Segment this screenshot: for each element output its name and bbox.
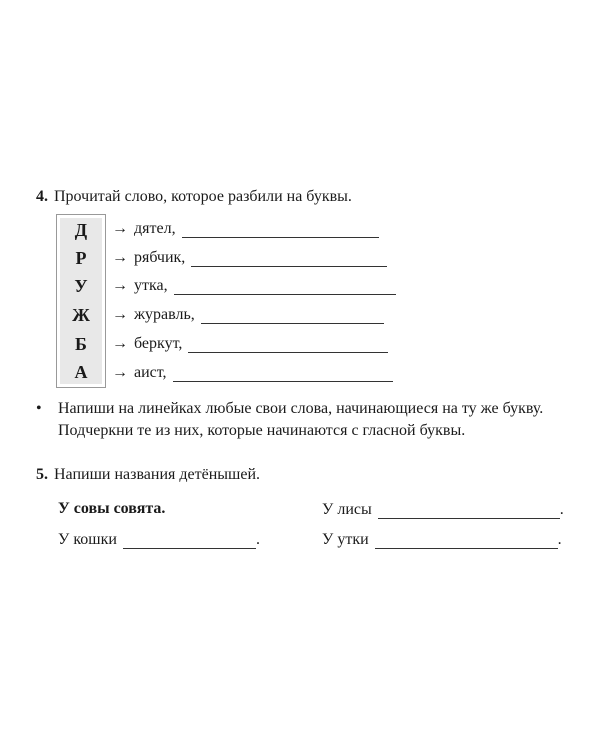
word-row [112,277,396,295]
prompt-duck: У утки [322,531,369,548]
prompt-fox: У лисы [322,501,372,518]
answer-line-cat[interactable] [123,534,256,549]
example-answer [58,500,165,518]
task-4-title: Прочитай слово, которое разбили на буквы. [54,188,352,205]
answer-line[interactable] [188,338,388,353]
word-row [112,306,384,324]
word-row [112,364,393,382]
period: . [557,531,562,548]
word-label: беркут, [134,335,183,352]
arrow-icon: → [112,277,128,294]
period: . [559,501,564,518]
bullet-icon: • [36,400,42,417]
word-label: дятел, [134,220,176,237]
letter-r: Р [75,248,87,268]
letter-d: Д [74,220,88,240]
answer-line-duck[interactable] [375,534,558,549]
letter-u: У [74,276,88,296]
word-row [112,335,388,353]
letter-column-fill [60,218,102,384]
word-row [112,220,379,238]
task-4-instruction [36,398,588,442]
answer-line[interactable] [201,309,384,324]
answer-cat [58,531,260,549]
answer-line[interactable] [182,223,379,238]
task-4-heading [36,188,352,206]
task-4-number: 4. [36,188,48,205]
task-5-heading [36,466,260,484]
letter-a: А [74,362,88,382]
answer-duck [322,531,562,549]
word-label: аист, [134,364,167,381]
answer-line-fox[interactable] [378,504,560,519]
word-label: журавль, [134,306,195,323]
word-row [112,249,387,267]
prompt-cat: У кошки [58,531,117,548]
letter-b: Б [75,334,87,354]
arrow-icon: → [112,306,128,323]
instruction-text: Напиши на линейках любые свои слова, начинающиеся на ту же букву. Подчеркни те из них, которые начинаются с гласной буквы. [58,400,544,439]
letter-zh: Ж [72,305,90,325]
answer-line[interactable] [191,252,387,267]
answer-line[interactable] [173,367,393,382]
task-5-title: Напиши названия детёнышей. [54,466,260,483]
word-label: утка, [134,277,168,294]
example-text: У совы совята. [58,500,166,517]
arrow-icon: → [112,364,128,381]
arrow-icon: → [112,335,128,352]
task-5-number: 5. [36,466,48,483]
arrow-icon: → [112,249,128,266]
arrow-icon: → [112,220,128,237]
answer-line[interactable] [174,280,396,295]
period: . [255,531,260,548]
word-label: рябчик, [134,249,186,266]
answer-fox [322,501,564,519]
